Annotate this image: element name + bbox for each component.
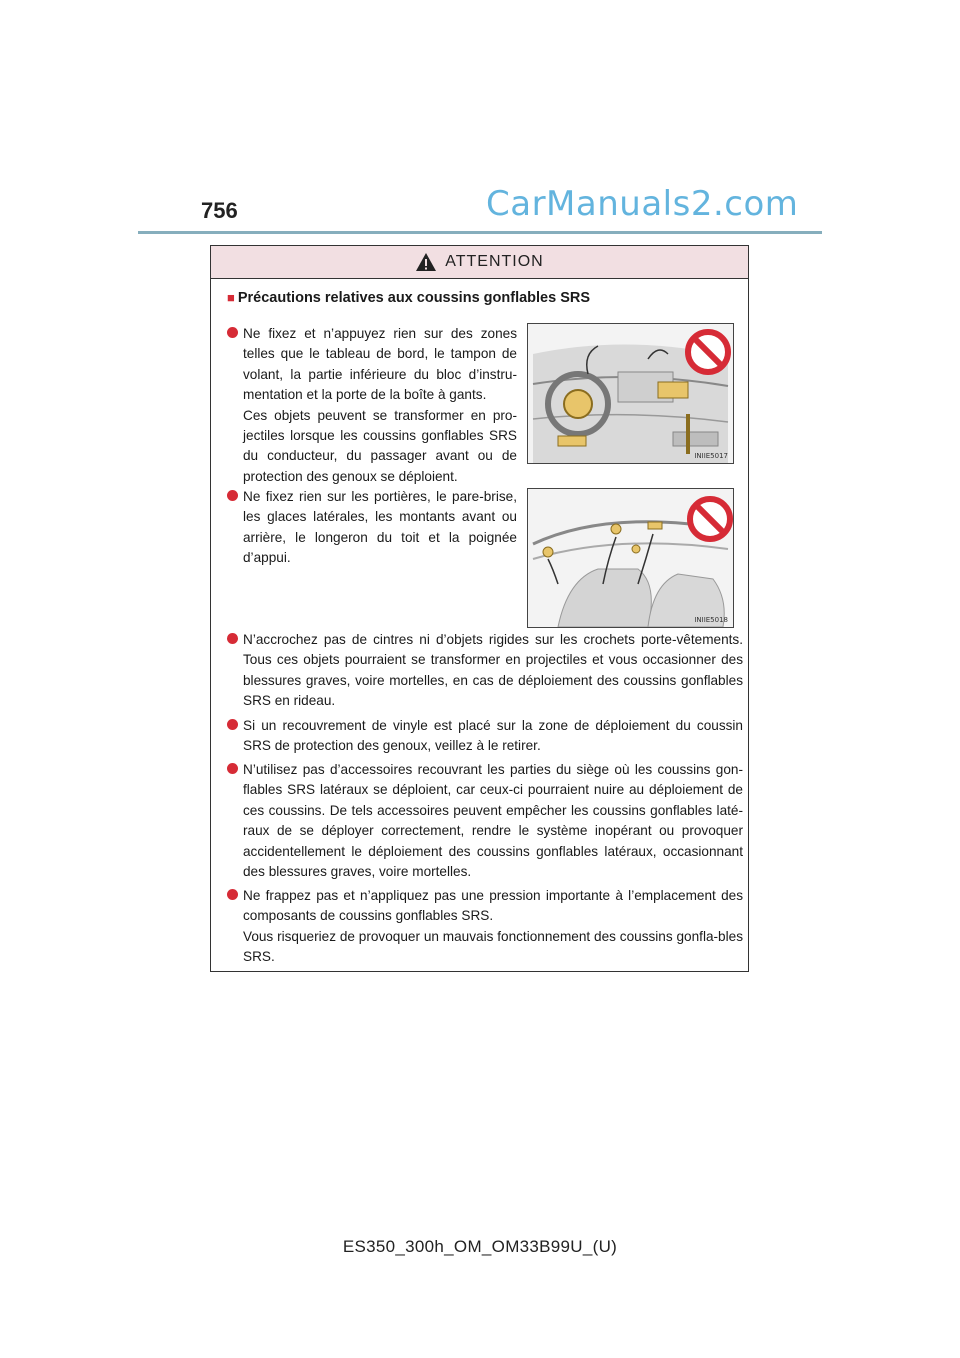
attention-header bbox=[211, 246, 748, 279]
bullet-paragraph: N’utilisez pas d’accessoires recouvrant les parties du siège où les coussins gon-flables SRS latéraux se déploient, car ceux-ci pourraient nuire au déploiement de ces coussins. De tels accessoires peuvent empêcher les coussins gonflables laté-raux de se déployer correctement, rendre le système inopérant ou provoquer accidentellement le déploiement des coussins gonflables latéraux, occasionnant des blessures graves, voire mortelles. bbox=[243, 762, 743, 880]
watermark: CarManuals2.com bbox=[486, 184, 799, 224]
bullet-dot-icon bbox=[227, 889, 238, 900]
bullet-paragraph: Vous risqueriez de provoquer un mauvais fonctionnement des coussins gonfla-bles SRS. bbox=[243, 928, 743, 965]
bullet-paragraph: Ne frappez pas et n’appliquez pas une pression importante à l’emplacement des composants de coussins gonflables SRS. bbox=[243, 888, 743, 924]
bullet-item bbox=[227, 716, 743, 757]
section-heading bbox=[227, 290, 590, 306]
bullet-item bbox=[227, 630, 743, 712]
bullet-paragraph: N’accrochez pas de cintres ni d’objets rigides sur les crochets porte-vêtements. Tous ces objets pourraient se transformer en projectiles et vous occasionner des blessures graves, voire mortelles, en cas de déploiement des coussins gonflables SRS en rideau. bbox=[243, 632, 743, 709]
bullet-dot-icon bbox=[227, 633, 238, 644]
bullet-item bbox=[227, 487, 517, 569]
bullet-dot-icon bbox=[227, 763, 238, 774]
warning-triangle-icon bbox=[415, 252, 437, 272]
bullet-paragraph: Ne fixez et n’appuyez rien sur des zones telles que le tableau de bord, le tampon de volant, la partie inférieure du bloc d’instru-mentation et la porte de la boîte à gants. bbox=[243, 326, 517, 403]
attention-box bbox=[210, 245, 749, 972]
dashboard-illustration bbox=[527, 323, 734, 464]
illustration-code: INIIE5017 bbox=[694, 452, 728, 460]
section-heading-text: Précautions relatives aux coussins gonflables SRS bbox=[237, 290, 591, 306]
attention-title: ATTENTION bbox=[445, 253, 544, 270]
header-rule bbox=[138, 231, 822, 234]
bullet-item bbox=[227, 886, 743, 968]
page-number: 756 bbox=[201, 198, 238, 223]
square-bullet-icon: ■ bbox=[227, 290, 235, 305]
bullet-dot-icon bbox=[227, 327, 238, 338]
bullet-paragraph: Ces objets peuvent se transformer en pro-jectiles lorsque les coussins gonflables SRS du conducteur, du passager avant ou de protection des genoux se déploient. bbox=[243, 407, 517, 484]
bullet-dot-icon bbox=[227, 719, 238, 730]
interior-illustration bbox=[527, 488, 734, 628]
illustration-code: INIIE5018 bbox=[694, 616, 728, 624]
bullet-paragraph: Si un recouvrement de vinyle est placé sur la zone de déploiement du coussin SRS de protection des genoux, veillez à le retirer. bbox=[243, 718, 743, 754]
bullet-item bbox=[227, 324, 517, 487]
bullet-dot-icon bbox=[227, 490, 238, 501]
bullet-paragraph: Ne fixez rien sur les portières, le pare-brise, les glaces latérales, les montants avant ou arrière, le longeron du toit et la poignée d’appui. bbox=[243, 489, 517, 566]
bullet-item bbox=[227, 760, 743, 882]
document-footer: ES350_300h_OM_OM33B99U_(U) bbox=[342, 1237, 618, 1256]
